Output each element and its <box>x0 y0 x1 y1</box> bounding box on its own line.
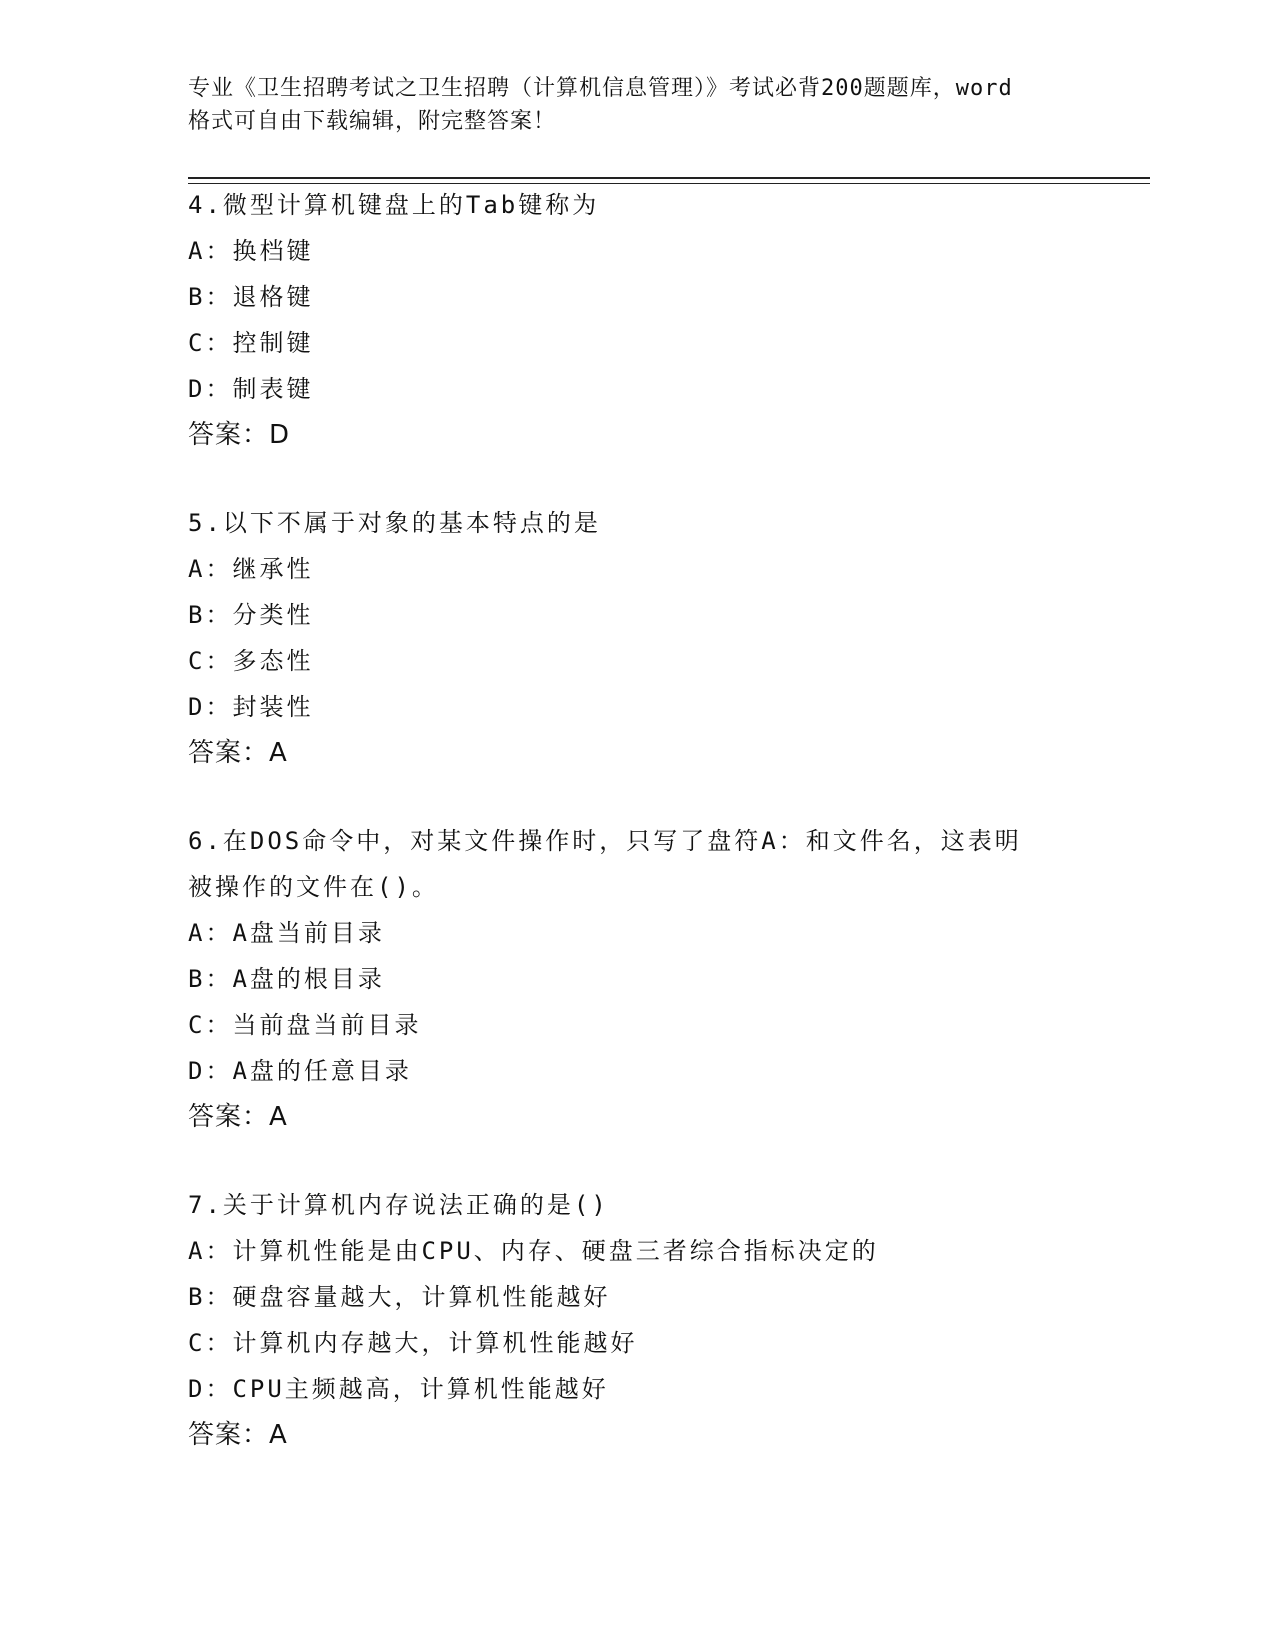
option-b: B：分类性 <box>188 601 314 629</box>
option-c: C：计算机内存越大，计算机性能越好 <box>188 1329 638 1357</box>
question-stem: 6.在DOS命令中，对某文件操作时，只写了盘符A：和文件名，这表明 <box>188 827 1022 855</box>
question-stem-continued: 被操作的文件在()。 <box>188 873 439 901</box>
option-a: A：继承性 <box>188 555 314 583</box>
header-line-1: 专业《卫生招聘考试之卫生招聘（计算机信息管理）》考试必背200题题库，word <box>188 76 1013 101</box>
answer-line: 答案：A <box>188 1420 288 1450</box>
question-stem: 5.以下不属于对象的基本特点的是 <box>188 509 601 537</box>
question-block <box>188 1182 1148 1458</box>
answer-line: 答案：D <box>188 420 291 450</box>
option-d: D：制表键 <box>188 375 314 403</box>
option-a: A：A盘当前目录 <box>188 919 385 947</box>
option-d: D：CPU主频越高，计算机性能越好 <box>188 1375 609 1403</box>
question-block <box>188 182 1148 458</box>
question-block <box>188 818 1148 1140</box>
header-line-2: 格式可自由下载编辑，附完整答案！ <box>188 109 557 134</box>
option-c: C：控制键 <box>188 329 314 357</box>
option-d: D：封装性 <box>188 693 314 721</box>
question-stem: 4.微型计算机键盘上的Tab键称为 <box>188 191 600 219</box>
option-b: B：硬盘容量越大，计算机性能越好 <box>188 1283 611 1311</box>
option-c: C：当前盘当前目录 <box>188 1011 422 1039</box>
answer-line: 答案：A <box>188 1102 288 1132</box>
option-b: B：A盘的根目录 <box>188 965 385 993</box>
question-block <box>188 500 1148 776</box>
header-divider <box>188 177 1150 179</box>
answer-line: 答案：A <box>188 738 288 768</box>
option-a: A：换档键 <box>188 237 314 265</box>
option-b: B：退格键 <box>188 283 314 311</box>
question-stem: 7.关于计算机内存说法正确的是() <box>188 1191 609 1219</box>
option-c: C：多态性 <box>188 647 314 675</box>
option-a: A：计算机性能是由CPU、内存、硬盘三者综合指标决定的 <box>188 1237 879 1265</box>
option-d: D：A盘的任意目录 <box>188 1057 412 1085</box>
document-header <box>188 72 1088 138</box>
